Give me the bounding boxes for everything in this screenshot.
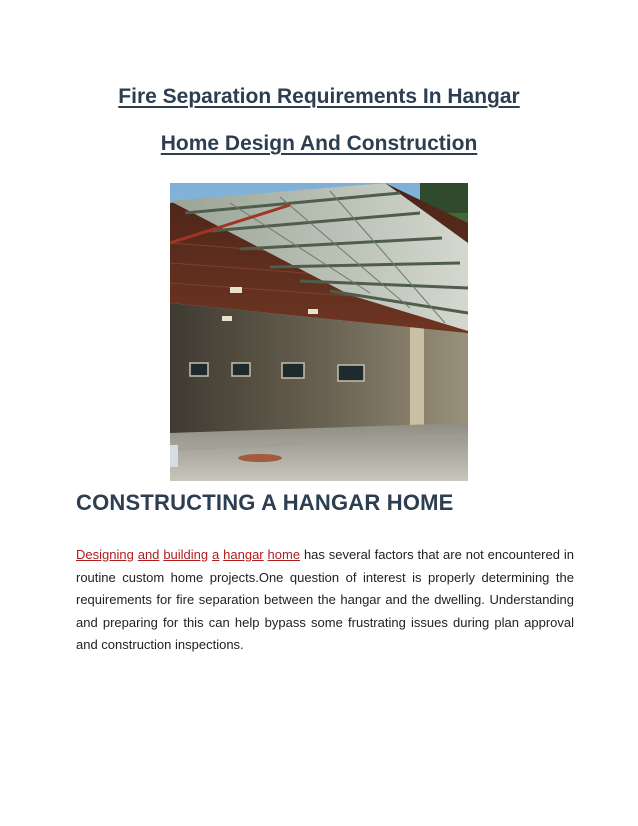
keyword-link-home[interactable]: home [267,547,301,562]
paragraph-text: has several factors that are not encountered in routine custom home projects.One question of interest is properly determining the requirements for fire separation between the hangar and the dwelling. Understanding and preparing for this can help bypass some frustrating issues during plan approval and construction inspections. [76,547,574,653]
keyword-link-and[interactable]: and [137,547,160,562]
section-heading: CONSTRUCTING A HANGAR HOME [76,490,454,515]
document-title-line-2: Home Design And Construction [160,132,478,155]
document-title-line-1: Fire Separation Requirements In Hangar [118,85,520,108]
keyword-link-building[interactable]: building [163,547,209,562]
hangar-interior-photo [170,183,468,481]
body-paragraph [76,544,574,657]
keyword-link-hangar[interactable]: hangar [223,547,264,562]
keyword-link-designing[interactable]: Designing [76,547,134,562]
keyword-link-a[interactable]: a [212,547,220,562]
